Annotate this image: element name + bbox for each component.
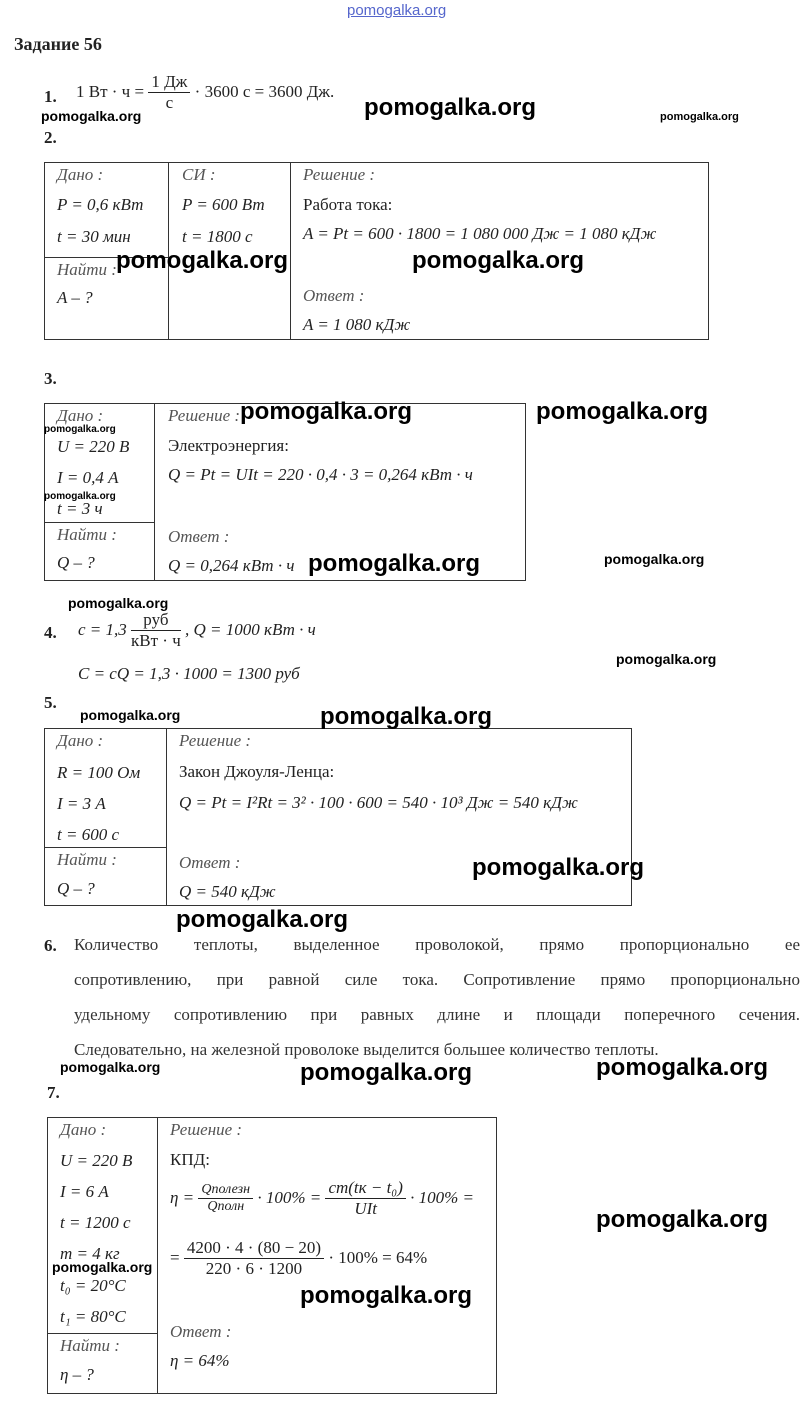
task-1-frac-bot: с (165, 93, 174, 113)
task-7-mid: · 100% = (257, 1187, 322, 1207)
task-2-solution-2: A = Pt = 600 · 1800 = 1 080 000 Дж = 1 080 кДж (303, 224, 657, 243)
site-header-link[interactable]: pomogalka.org (347, 2, 447, 19)
task-7-fraction-3 (184, 1238, 324, 1280)
task-3-find: Q – ? (57, 553, 95, 572)
task-6-line-2: сопротивлению, при равной силе тока. Сопротивление прямо пропорционально (74, 970, 800, 989)
task-7-number: 7. (47, 1083, 60, 1102)
task-4-fraction (131, 610, 181, 652)
task-7-f1-bot: Qполн (207, 1199, 245, 1215)
watermark: pomogalka.org (300, 1059, 473, 1086)
task-1-rhs: · 3600 с = 3600 Дж. (194, 81, 335, 101)
task-1-fraction (148, 72, 190, 114)
task-4-frac-top: руб (131, 610, 181, 631)
task-7-given-3: t = 1200 с (60, 1213, 131, 1232)
task-1-frac-top: 1 Дж (148, 72, 190, 93)
task-5-given-2: I = 3 А (57, 794, 106, 813)
watermark: pomogalka.org (60, 1059, 161, 1075)
divider (44, 522, 155, 523)
task-4-line-1 (78, 610, 316, 652)
task-7-given-6: t₁ = 80°C (60, 1307, 126, 1326)
task-2-solution-1: Работа тока: (303, 195, 393, 214)
task-5-number: 5. (44, 693, 57, 712)
task-7-find-header: Найти : (60, 1336, 120, 1355)
task-2-given-header: Дано : (57, 165, 104, 184)
watermark: pomogalka.org (176, 906, 349, 933)
task-2-number: 2. (44, 128, 57, 147)
task-4-frac-bot: кВт · ч (131, 631, 181, 651)
task-7-answer-header: Ответ : (170, 1322, 232, 1341)
task-6-line-4: Следовательно, на железной проволоке выделится большее количество теплоты. (74, 1040, 659, 1059)
task-7-end-2: · 100% = 64% (328, 1247, 428, 1267)
task-1-lhs: 1 Вт · ч = (76, 81, 145, 101)
task-5-answer-header: Ответ : (179, 853, 241, 872)
task-2-given-1: P = 0,6 кВт (57, 195, 144, 214)
task-3-given-1: U = 220 В (57, 437, 130, 456)
task-7-formula-2 (170, 1238, 427, 1280)
task-2-find: A – ? (57, 288, 93, 307)
watermark: pomogalka.org (660, 111, 739, 123)
task-3-solution-1: Электроэнергия: (168, 436, 289, 455)
task-5-given-header: Дано : (57, 731, 104, 750)
task-5-solution-header: Решение : (179, 731, 252, 750)
task-3-answer-header: Ответ : (168, 527, 230, 546)
divider (290, 162, 291, 340)
watermark: pomogalka.org (412, 247, 585, 274)
task-5-solution-1: Закон Джоуля-Ленца: (179, 762, 335, 781)
divider (47, 1333, 158, 1334)
task-3-number: 3. (44, 369, 57, 388)
task-7-eq: = (170, 1247, 180, 1267)
task-4-q: , Q = 1000 кВт · ч (185, 619, 316, 639)
task-2-answer: A = 1 080 кДж (303, 315, 411, 334)
task-7-given-5: t₀ = 20°C (60, 1276, 126, 1295)
task-5-answer: Q = 540 кДж (179, 882, 276, 901)
watermark: pomogalka.org (604, 551, 705, 567)
task-5-find-header: Найти : (57, 850, 117, 869)
task-3-solution-header: Решение : (168, 406, 241, 425)
task-7-given-4: m = 4 кг (60, 1244, 120, 1263)
task-7-end-1: · 100% = (410, 1187, 475, 1207)
watermark: pomogalka.org (320, 703, 493, 730)
task-7-f2-top: cm(tк − t₀) (325, 1178, 405, 1199)
task-7-formula-1 (170, 1178, 474, 1220)
task-6-line-1: Количество теплоты, выделенное проволокой, прямо пропорционально ее (74, 935, 800, 954)
task-4-c: c = 1,3 (78, 619, 127, 639)
task-2-si-header: СИ : (182, 165, 216, 184)
task-2-answer-header: Ответ : (303, 286, 365, 305)
task-3-given-header: Дано : (57, 406, 104, 425)
watermark: pomogalka.org (44, 424, 116, 435)
task-5-solution-2: Q = Pt = I²Rt = 3² · 100 · 600 = 540 · 10³ Дж = 540 кДж (179, 793, 578, 812)
task-7-f1-top: Qполезн (198, 1182, 253, 1200)
task-7-answer: η = 64% (170, 1351, 230, 1370)
watermark: pomogalka.org (68, 595, 169, 611)
task-6-line-3: удельному сопротивлению при равных длине и площади поперечного сечения. (74, 1005, 800, 1024)
task-2-given-2: t = 30 мин (57, 227, 131, 246)
task-2-si-2: t = 1800 с (182, 227, 253, 246)
task-2-solution-header: Решение : (303, 165, 376, 184)
task-3-find-header: Найти : (57, 525, 117, 544)
watermark: pomogalka.org (300, 1282, 473, 1309)
task-2-find-header: Найти : (57, 260, 117, 279)
task-3-given-2: I = 0,4 А (57, 468, 119, 487)
task-5-given-3: t = 600 с (57, 825, 119, 844)
task-7-f3-top: 4200 · 4 · (80 − 20) (184, 1238, 324, 1259)
task-7-f2-bot: UIt (354, 1199, 377, 1219)
divider (166, 728, 167, 906)
task-4-number: 4. (44, 623, 57, 642)
divider (157, 1117, 158, 1394)
task-7-kpd: КПД: (170, 1150, 210, 1169)
task-7-fraction-1 (198, 1182, 253, 1217)
task-7-solution-header: Решение : (170, 1120, 243, 1139)
page-title: Задание 56 (14, 34, 102, 54)
task-7-find: η – ? (60, 1365, 94, 1384)
watermark: pomogalka.org (116, 247, 289, 274)
watermark: pomogalka.org (536, 398, 709, 425)
watermark: pomogalka.org (596, 1206, 769, 1233)
task-1-number: 1. (44, 87, 57, 106)
task-2-si-1: P = 600 Вт (182, 195, 265, 214)
task-7-f3-bot: 220 · 6 · 1200 (205, 1259, 303, 1279)
task-4-line-2: C = cQ = 1,3 · 1000 = 1300 руб (78, 664, 300, 683)
task-7-given-1: U = 220 В (60, 1151, 133, 1170)
task-5-given-1: R = 100 Ом (57, 763, 141, 782)
task-7-eta: η = (170, 1187, 195, 1207)
watermark: pomogalka.org (616, 651, 717, 667)
watermark: pomogalka.org (308, 550, 481, 577)
watermark: pomogalka.org (596, 1054, 769, 1081)
task-3-solution-2: Q = Pt = UIt = 220 · 0,4 · 3 = 0,264 кВт · ч (168, 465, 473, 484)
task-3-answer: Q = 0,264 кВт · ч (168, 556, 295, 575)
task-7-given-header: Дано : (60, 1120, 107, 1139)
task-5-find: Q – ? (57, 879, 95, 898)
task-7-fraction-2 (325, 1178, 405, 1220)
watermark: pomogalka.org (80, 707, 181, 723)
task-7-given-2: I = 6 А (60, 1182, 109, 1201)
divider (154, 403, 155, 581)
watermark: pomogalka.org (240, 398, 413, 425)
divider (44, 847, 167, 848)
watermark: pomogalka.org (44, 491, 116, 502)
watermark: pomogalka.org (364, 94, 537, 121)
task-3-given-3: t = 3 ч (57, 499, 103, 518)
watermark: pomogalka.org (41, 108, 142, 124)
task-6-number: 6. (44, 936, 57, 955)
watermark: pomogalka.org (472, 854, 645, 881)
watermark: pomogalka.org (52, 1259, 153, 1275)
